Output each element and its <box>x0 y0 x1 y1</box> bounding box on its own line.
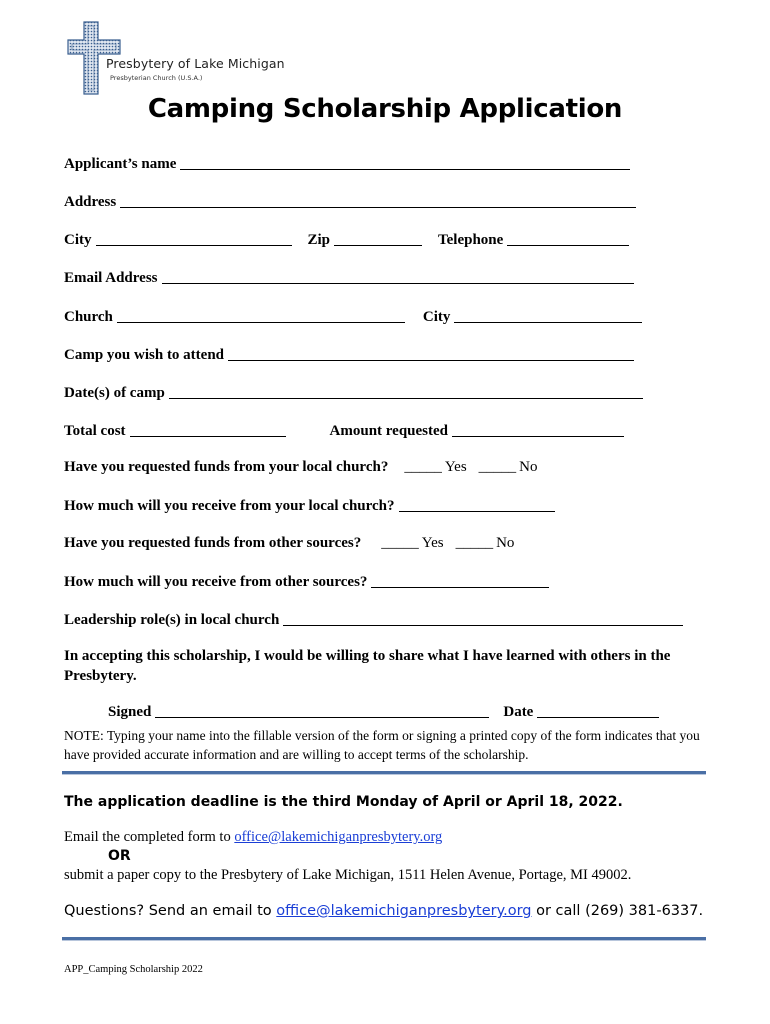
note-text: NOTE: Typing your name into the fillable version of the form or signing a printed copy of the form indicates that you have provided accurate information and are willing to accept terms of the scholarship. <box>64 728 700 762</box>
signature-field[interactable] <box>155 703 489 718</box>
church-label: Church <box>64 309 113 325</box>
cost-row <box>64 422 624 440</box>
logo-subtitle: Presbyterian Church (U.S.A.) <box>110 74 203 82</box>
email-field[interactable] <box>162 269 634 284</box>
questions-prefix: Questions? Send an email to <box>64 903 277 919</box>
other-no-blank[interactable]: _____ <box>455 535 494 551</box>
divider-top <box>62 771 706 775</box>
other-no-label: No <box>496 535 515 551</box>
local-church-amount-field[interactable] <box>399 497 555 512</box>
date-label: Date <box>503 704 534 720</box>
questions-suffix: or call (269) 381-6337. <box>531 903 704 919</box>
address-row <box>64 193 636 211</box>
dates-row <box>64 384 643 402</box>
zip-field[interactable] <box>334 231 422 246</box>
deadline-text: The application deadline is the third Monday of April or April 18, 2022. <box>64 794 623 810</box>
footer-text: APP_Camping Scholarship 2022 <box>64 964 203 975</box>
signature-row <box>108 703 659 721</box>
city-row <box>64 231 629 249</box>
mail-instruction: submit a paper copy to the Presbytery of Lake Michigan, 1511 Helen Avenue, Portage, MI 49002. <box>64 867 632 883</box>
other-requested-row <box>64 535 514 552</box>
dates-label: Date(s) of camp <box>64 385 165 401</box>
address-field[interactable] <box>120 193 636 208</box>
applicant-name-field[interactable] <box>180 155 630 170</box>
telephone-label: Telephone <box>438 232 504 248</box>
date-field[interactable] <box>537 703 659 718</box>
church-city-field[interactable] <box>454 308 642 323</box>
dates-field[interactable] <box>169 384 643 399</box>
church-city-label: City <box>422 309 451 325</box>
camp-row <box>64 346 634 364</box>
other-yes-label: Yes <box>421 535 444 551</box>
other-amount-row <box>64 573 549 591</box>
local-no-blank[interactable]: _____ <box>478 459 517 475</box>
camp-label: Camp you wish to attend <box>64 347 225 363</box>
city-field[interactable] <box>96 231 292 246</box>
local-church-requested-label: Have you requested funds from your local church? <box>64 459 389 475</box>
local-church-requested-row <box>64 459 538 476</box>
leadership-row <box>64 611 683 629</box>
agreement-text: In accepting this scholarship, I would be willing to share what I have learned with others in the Presbytery. <box>64 648 671 684</box>
leadership-label: Leadership role(s) in local church <box>64 612 280 628</box>
amount-requested-label: Amount requested <box>329 423 449 439</box>
total-cost-field[interactable] <box>130 422 286 437</box>
local-yes-blank[interactable]: _____ <box>404 459 442 475</box>
local-no-label: No <box>519 459 538 475</box>
applicant-name-row <box>64 155 630 173</box>
total-cost-label: Total cost <box>64 423 126 439</box>
city-label: City <box>64 232 92 248</box>
email-row <box>64 269 634 287</box>
page-title: Camping Scholarship Application <box>147 94 623 124</box>
other-amount-field[interactable] <box>371 573 549 588</box>
logo-name: Presbytery of Lake Michigan <box>106 56 285 71</box>
church-field[interactable] <box>117 308 405 323</box>
leadership-field[interactable] <box>283 611 683 626</box>
submit-email-link[interactable]: office@lakemichiganpresbytery.org <box>234 829 443 845</box>
amount-requested-field[interactable] <box>452 422 624 437</box>
local-church-amount-label: How much will you receive from your local church? <box>64 498 395 514</box>
telephone-field[interactable] <box>507 231 629 246</box>
zip-label: Zip <box>307 232 331 248</box>
questions-line <box>64 903 703 919</box>
email-instruction-prefix: Email the completed form to <box>64 829 235 845</box>
signed-label: Signed <box>108 704 152 720</box>
local-yes-label: Yes <box>444 459 467 475</box>
other-yes-blank[interactable]: _____ <box>381 535 419 551</box>
other-requested-label: Have you requested funds from other sources? <box>64 535 362 551</box>
questions-email-link[interactable]: office@lakemichiganpresbytery.org <box>276 903 532 919</box>
email-instruction <box>64 829 442 846</box>
camp-field[interactable] <box>228 346 634 361</box>
other-amount-label: How much will you receive from other sources? <box>64 574 368 590</box>
address-label: Address <box>64 194 117 210</box>
or-text: OR <box>108 848 131 864</box>
church-row <box>64 308 642 326</box>
divider-bottom <box>62 937 706 941</box>
applicant-name-label: Applicant’s name <box>64 156 177 172</box>
email-label: Email Address <box>64 270 158 286</box>
local-church-amount-row <box>64 497 555 515</box>
